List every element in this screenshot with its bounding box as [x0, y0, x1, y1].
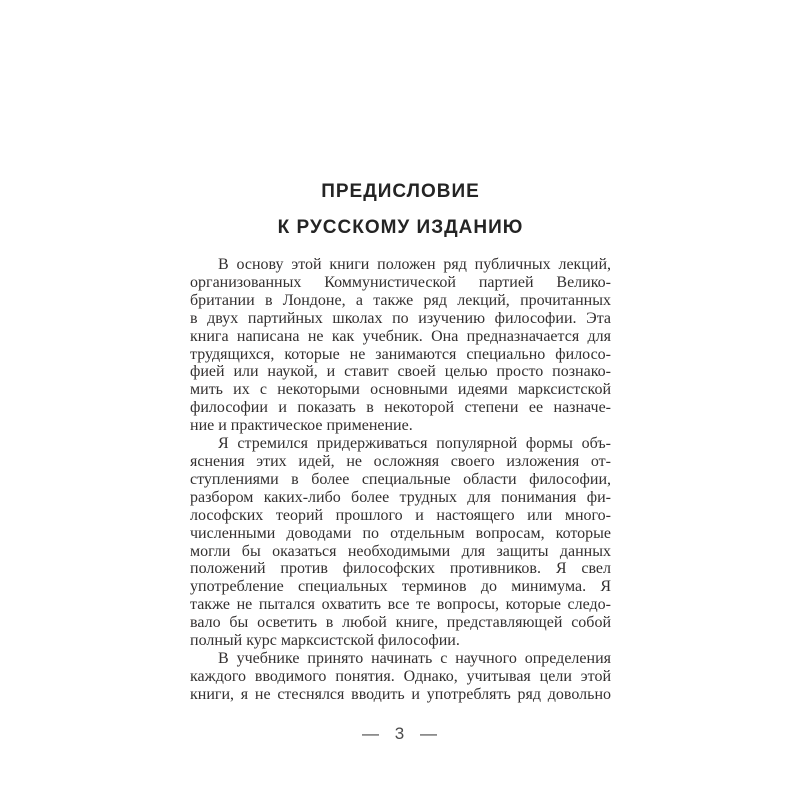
text-line: В основу этой книги положен ряд публичных лекций, — [218, 256, 611, 273]
text-line: употребление специальных терминов до минимума. Я — [190, 578, 611, 596]
text-line: В учебнике принято начинать с научного определения — [218, 649, 611, 667]
text-line: мить их с некоторыми основными идеями марксистской — [190, 381, 611, 399]
text-line: ступлениями в более специальные области философии, — [190, 470, 611, 488]
text-column — [190, 181, 611, 704]
text-line: вало бы осветить в любой книге, представляющей собой — [190, 614, 611, 632]
text-line: также не пытался охватить все те вопросы, которые следо- — [190, 596, 611, 614]
chapter-title-line-2: К РУССКОМУ ИЗДАНИЮ — [277, 217, 524, 238]
page-number: — 3 — — [362, 724, 438, 743]
text-line: лософских теорий прошлого и настоящего или много- — [190, 506, 611, 524]
text-line: могли бы оказаться необходимыми для защиты данных — [190, 542, 611, 560]
text-line: каждого вводимого понятия. Однако, учитывая цели этой — [190, 667, 611, 685]
text-line: яснения этих идей, не осложняя своего изложения от- — [190, 452, 611, 470]
text-line: ние и практическое применение. — [190, 417, 413, 435]
text-line: в двух партийных школах по изучению философии. Эта — [190, 309, 611, 327]
chapter-title-line-1: ПРЕДИСЛОВИЕ — [321, 181, 480, 202]
text-line: разбором каких-либо более трудных для понимания фи- — [190, 488, 611, 506]
text-line: фией или наукой, и ставит своей целью просто познако- — [190, 363, 611, 381]
text-line: трудящихся, которые не занимаются специально филосо- — [190, 345, 611, 363]
text-line: философии и показать в некоторой степени ее назначе- — [190, 399, 611, 417]
body-text — [190, 256, 611, 704]
text-line: книга написана не как учебник. Она предназначается для — [190, 327, 611, 345]
text-line: Я стремился придерживаться популярной формы объ- — [218, 435, 611, 453]
text-line: британии в Лондоне, а также ряд лекций, прочитанных — [190, 291, 611, 309]
text-line: полный курс марксистской философии. — [190, 632, 460, 650]
text-line: организованных Коммунистической партией Велико- — [190, 273, 611, 291]
text-line: численными доводами по отдельным вопросам, которые — [190, 524, 611, 542]
text-line: книги, я не стеснялся вводить и употреблять ряд довольно — [190, 685, 611, 703]
text-line: положений против философских противников. Я свел — [190, 560, 611, 578]
